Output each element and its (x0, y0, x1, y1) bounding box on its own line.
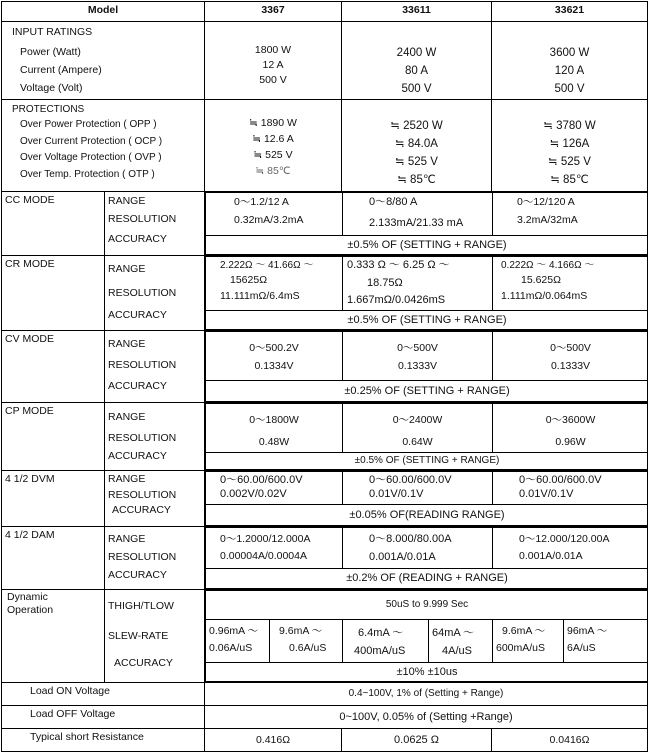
cc-accuracy-label: ACCURACY (108, 229, 201, 249)
cp-resolution-label: RESOLUTION (108, 429, 201, 447)
cp-res-33621: 0.96W (496, 433, 645, 451)
cr-param-labels (105, 256, 205, 331)
cv-param-labels (105, 331, 205, 403)
cr-range-label: RANGE (108, 261, 201, 277)
cv-mode-label: CV MODE (2, 331, 105, 403)
cp-mode-label: CP MODE (2, 403, 105, 471)
dam-accuracy-label: ACCURACY (108, 566, 201, 584)
cr-3367 (206, 257, 343, 311)
cv-res-3367: 0.1334V (209, 357, 339, 375)
cv-values (205, 331, 648, 403)
ocp-3367: ≒ 12.6 A (208, 131, 338, 147)
slew-33621-b-range: 96mA ～ (567, 623, 645, 639)
protections-33611 (342, 100, 492, 192)
cc-mode-label: CC MODE (2, 192, 105, 256)
dvm-33621 (493, 472, 648, 505)
cr-range1-33621: 0.222Ω ～ 4.166Ω ～ (501, 258, 645, 273)
current-3367: 12 A (208, 58, 338, 73)
slew-33611-b-range: 64mA ～ (432, 625, 489, 641)
dvm-res-33611: 0.01V/0.1V (369, 487, 489, 501)
dam-res-33621: 0.001A/0.01A (519, 547, 645, 565)
dynamic-values-grid (205, 590, 648, 682)
cp-values (205, 403, 648, 471)
cv-range-3367: 0～500.2V (209, 339, 339, 357)
voltage-label: Voltage (Volt) (12, 79, 201, 97)
dam-row (2, 527, 648, 590)
dvm-values-grid (205, 471, 648, 526)
cc-range-33621: 0～12/120 A (517, 194, 645, 211)
ocp-33621: ≒ 126A (495, 135, 644, 153)
cp-range-33611: 0～2400W (346, 411, 489, 429)
cp-res-3367: 0.48W (209, 433, 339, 451)
dam-accuracy: ±0.2% OF (READING + RANGE) (206, 569, 648, 589)
short-3367: 0.416Ω (205, 729, 342, 752)
slew-3367-b-rate: 0.6A/uS (273, 639, 339, 657)
cr-mode-row (2, 256, 648, 331)
dam-range-3367: 0～1.2000/12.000A (220, 531, 339, 547)
dynamic-mode-label (2, 590, 105, 683)
opp-3367: ≒ 1890 W (208, 115, 338, 131)
ocp-label: Over Current Protection ( OCP ) (12, 134, 201, 151)
dvm-accuracy-label: ACCURACY (108, 504, 201, 516)
thigh-value: 50uS to 9.999 Sec (206, 591, 648, 620)
ovp-label: Over Voltage Protection ( OVP ) (12, 150, 201, 167)
cv-range-33621: 0～500V (496, 339, 645, 357)
dam-res-3367: 0.00004A/0.0004A (220, 547, 339, 565)
dvm-accuracy: ±0.05% OF(READING RANGE) (206, 505, 648, 526)
current-33611: 80 A (345, 62, 488, 80)
dynamic-label-2: Operation (7, 604, 101, 617)
slew-33621-a (493, 620, 564, 663)
dam-values (205, 527, 648, 590)
slew-3367-a-rate: 0.06A/uS (209, 639, 266, 657)
load-on-row (2, 683, 648, 706)
dam-mode-label: 4 1/2 DAM (2, 527, 105, 590)
dam-3367 (206, 528, 343, 569)
slew-3367-b (270, 620, 343, 663)
cr-range1-33611: 0.333 Ω ～ 6.25 Ω ～ (347, 258, 489, 273)
otp-33621: ≒ 85℃ (495, 171, 644, 189)
thigh-label: THIGH/TLOW (108, 598, 201, 614)
dam-33621 (493, 528, 648, 569)
voltage-3367: 500 V (208, 73, 338, 88)
dynamic-label-1: Dynamic (7, 591, 101, 604)
dynamic-values (205, 590, 648, 683)
protections-3367 (205, 100, 342, 192)
cr-33621 (493, 257, 648, 311)
cr-accuracy: ±0.5% OF (SETTING + RANGE) (206, 311, 648, 330)
slew-33611-a (343, 620, 429, 663)
opp-label: Over Power Protection ( OPP ) (12, 117, 201, 134)
cp-33611 (343, 404, 493, 453)
dvm-res-3367: 0.002V/0.02V (220, 487, 339, 501)
protections-33621 (492, 100, 648, 192)
power-label: Power (Watt) (12, 43, 201, 61)
short-33621: 0.0416Ω (492, 729, 648, 752)
load-off-label: Load OFF Voltage (2, 706, 205, 729)
dynamic-param-labels (105, 590, 205, 683)
input-3367 (205, 22, 342, 100)
dyn-accuracy: ±10% ±10us (206, 663, 648, 682)
current-label: Current (Ampere) (12, 61, 201, 79)
cc-res-33621: 3.2mA/32mA (517, 211, 645, 230)
ovp-3367: ≒ 525 V (208, 147, 338, 163)
dvm-range-3367: 0～60.00/600.0V (220, 473, 339, 487)
slew-33621-b-rate: 6A/uS (567, 639, 645, 657)
cp-range-33621: 0～3600W (496, 411, 645, 429)
cp-values-grid (205, 403, 648, 470)
cv-values-grid (205, 331, 648, 402)
cv-3367 (206, 332, 343, 381)
power-33621: 3600 W (495, 44, 644, 62)
protections-labels (2, 100, 205, 192)
dvm-range-33611: 0～60.00/600.0V (369, 473, 489, 487)
cp-3367 (206, 404, 343, 453)
input-ratings-row (2, 22, 648, 100)
protections-row (2, 100, 648, 192)
cc-range-label: RANGE (108, 193, 201, 210)
cv-range-33611: 0～500V (346, 339, 489, 357)
cr-range2-3367: 15625Ω (220, 273, 339, 288)
cc-values-grid (205, 192, 648, 255)
cr-res-33621: 1.111mΩ/0.064mS (501, 288, 645, 305)
cv-resolution-label: RESOLUTION (108, 353, 201, 377)
slew-33621-b (564, 620, 648, 663)
spec-table (1, 1, 648, 752)
cv-range-label: RANGE (108, 335, 201, 353)
dvm-33611 (343, 472, 493, 505)
input-33621 (492, 22, 648, 100)
slew-33611-a-range: 6.4mA ～ (346, 625, 425, 641)
otp-3367: ≒ 85℃ (208, 163, 338, 179)
cp-accuracy: ±0.5% OF (SETTING + RANGE) (206, 453, 648, 470)
cc-resolution-label: RESOLUTION (108, 210, 201, 229)
slew-rate-label: SLEW-RATE (108, 628, 201, 644)
cc-accuracy: ±0.5% OF (SETTING + RANGE) (206, 236, 648, 255)
cv-accuracy: ±0.25% OF (SETTING + RANGE) (206, 381, 648, 402)
cv-33621 (493, 332, 648, 381)
otp-label: Over Temp. Protection ( OTP ) (12, 167, 201, 184)
power-33611: 2400 W (345, 44, 488, 62)
slew-3367-a-range: 0.96mA ～ (209, 623, 266, 639)
dam-range-33611: 0～8.000/80.00A (369, 531, 489, 547)
cr-mode-label: CR MODE (2, 256, 105, 331)
cc-range-33611: 0～8/80 A (369, 194, 489, 211)
dam-values-grid (205, 527, 648, 589)
cr-values (205, 256, 648, 331)
current-33621: 120 A (495, 62, 644, 80)
voltage-33621: 500 V (495, 80, 644, 98)
load-on-label: Load ON Voltage (2, 683, 205, 706)
cv-accuracy-label: ACCURACY (108, 377, 201, 395)
dynamic-row (2, 590, 648, 683)
short-resistance-row (2, 729, 648, 752)
protections-title: PROTECTIONS (12, 103, 201, 117)
dvm-range-33621: 0～60.00/600.0V (519, 473, 645, 487)
cr-res-33611: 1.667mΩ/0.0426mS (347, 292, 489, 309)
cc-param-labels (105, 192, 205, 256)
cp-33621 (493, 404, 648, 453)
cp-res-33611: 0.64W (346, 433, 489, 451)
cc-values (205, 192, 648, 256)
cr-values-grid (205, 256, 648, 330)
dyn-accuracy-label: ACCURACY (108, 655, 201, 671)
cp-range-label: RANGE (108, 408, 201, 426)
dvm-mode-label: 4 1/2 DVM (2, 471, 105, 527)
cc-3367 (206, 193, 343, 236)
cp-accuracy-label: ACCURACY (108, 447, 201, 465)
dvm-param-labels (105, 471, 205, 527)
short-resistance-label: Typical short Resistance (2, 729, 205, 752)
model-33611: 33611 (342, 2, 492, 22)
cr-range2-33621: 15.625Ω (501, 273, 645, 288)
slew-33611-a-rate: 400mA/uS (346, 641, 425, 661)
power-3367: 1800 W (208, 43, 338, 58)
slew-33611-b-rate: 4A/uS (432, 641, 489, 661)
load-off-value: 0~100V, 0.05% of (Setting +Range) (205, 706, 648, 729)
opp-33621: ≒ 3780 W (495, 117, 644, 135)
cc-res-3367: 0.32mA/3.2mA (234, 211, 339, 230)
input-ratings-title: INPUT RATINGS (12, 25, 201, 39)
cr-res-3367: 11.111mΩ/6.4mS (220, 288, 339, 305)
short-33611: 0.0625 Ω (342, 729, 492, 752)
slew-33621-a-range: 9.6mA ～ (496, 623, 560, 639)
model-header: Model (2, 2, 205, 22)
dvm-res-33621: 0.01V/0.1V (519, 487, 645, 501)
dam-param-labels (105, 527, 205, 590)
dvm-range-label: RANGE (108, 472, 201, 486)
otp-33611: ≒ 85℃ (345, 171, 488, 189)
ocp-33611: ≒ 84.0A (345, 135, 488, 153)
dvm-3367 (206, 472, 343, 505)
ovp-33621: ≒ 525 V (495, 153, 644, 171)
cv-res-33621: 0.1333V (496, 357, 645, 375)
cv-mode-row (2, 331, 648, 403)
cc-33621 (493, 193, 648, 236)
dam-res-33611: 0.001A/0.01A (369, 547, 489, 567)
cc-33611 (343, 193, 493, 236)
cp-range-3367: 0～1800W (209, 411, 339, 429)
model-3367: 3367 (205, 2, 342, 22)
model-33621: 33621 (492, 2, 648, 22)
input-33611 (342, 22, 492, 100)
cr-range2-33611: 18.75Ω (347, 273, 489, 292)
dam-range-33621: 0～12.000/120.00A (519, 531, 645, 547)
dvm-row (2, 471, 648, 527)
slew-33611-b (429, 620, 493, 663)
cr-resolution-label: RESOLUTION (108, 285, 201, 301)
slew-3367-b-range: 9.6mA ～ (273, 623, 339, 639)
cc-range-3367: 0～1.2/12 A (234, 194, 339, 211)
cc-mode-row (2, 192, 648, 256)
opp-33611: ≒ 2520 W (345, 117, 488, 135)
dvm-resolution-label: RESOLUTION (108, 486, 201, 504)
cv-33611 (343, 332, 493, 381)
input-ratings-labels (2, 22, 205, 100)
dam-resolution-label: RESOLUTION (108, 548, 201, 566)
cr-33611 (343, 257, 493, 311)
cp-mode-row (2, 403, 648, 471)
slew-33621-a-rate: 600mA/uS (496, 639, 560, 657)
cp-param-labels (105, 403, 205, 471)
dam-33611 (343, 528, 493, 569)
slew-3367-a (206, 620, 270, 663)
load-off-row (2, 706, 648, 729)
cv-res-33611: 0.1333V (346, 357, 489, 375)
ovp-33611: ≒ 525 V (345, 153, 488, 171)
cr-range1-3367: 2.222Ω ～ 41.66Ω ～ (220, 258, 339, 273)
cr-accuracy-label: ACCURACY (108, 307, 201, 323)
load-on-value: 0.4~100V, 1% of (Setting + Range) (205, 683, 648, 706)
header-row (2, 2, 648, 22)
cc-res-33611: 2.133mA/21.33 mA (369, 211, 489, 234)
dvm-values (205, 471, 648, 527)
voltage-33611: 500 V (345, 80, 488, 98)
dam-range-label: RANGE (108, 530, 201, 548)
